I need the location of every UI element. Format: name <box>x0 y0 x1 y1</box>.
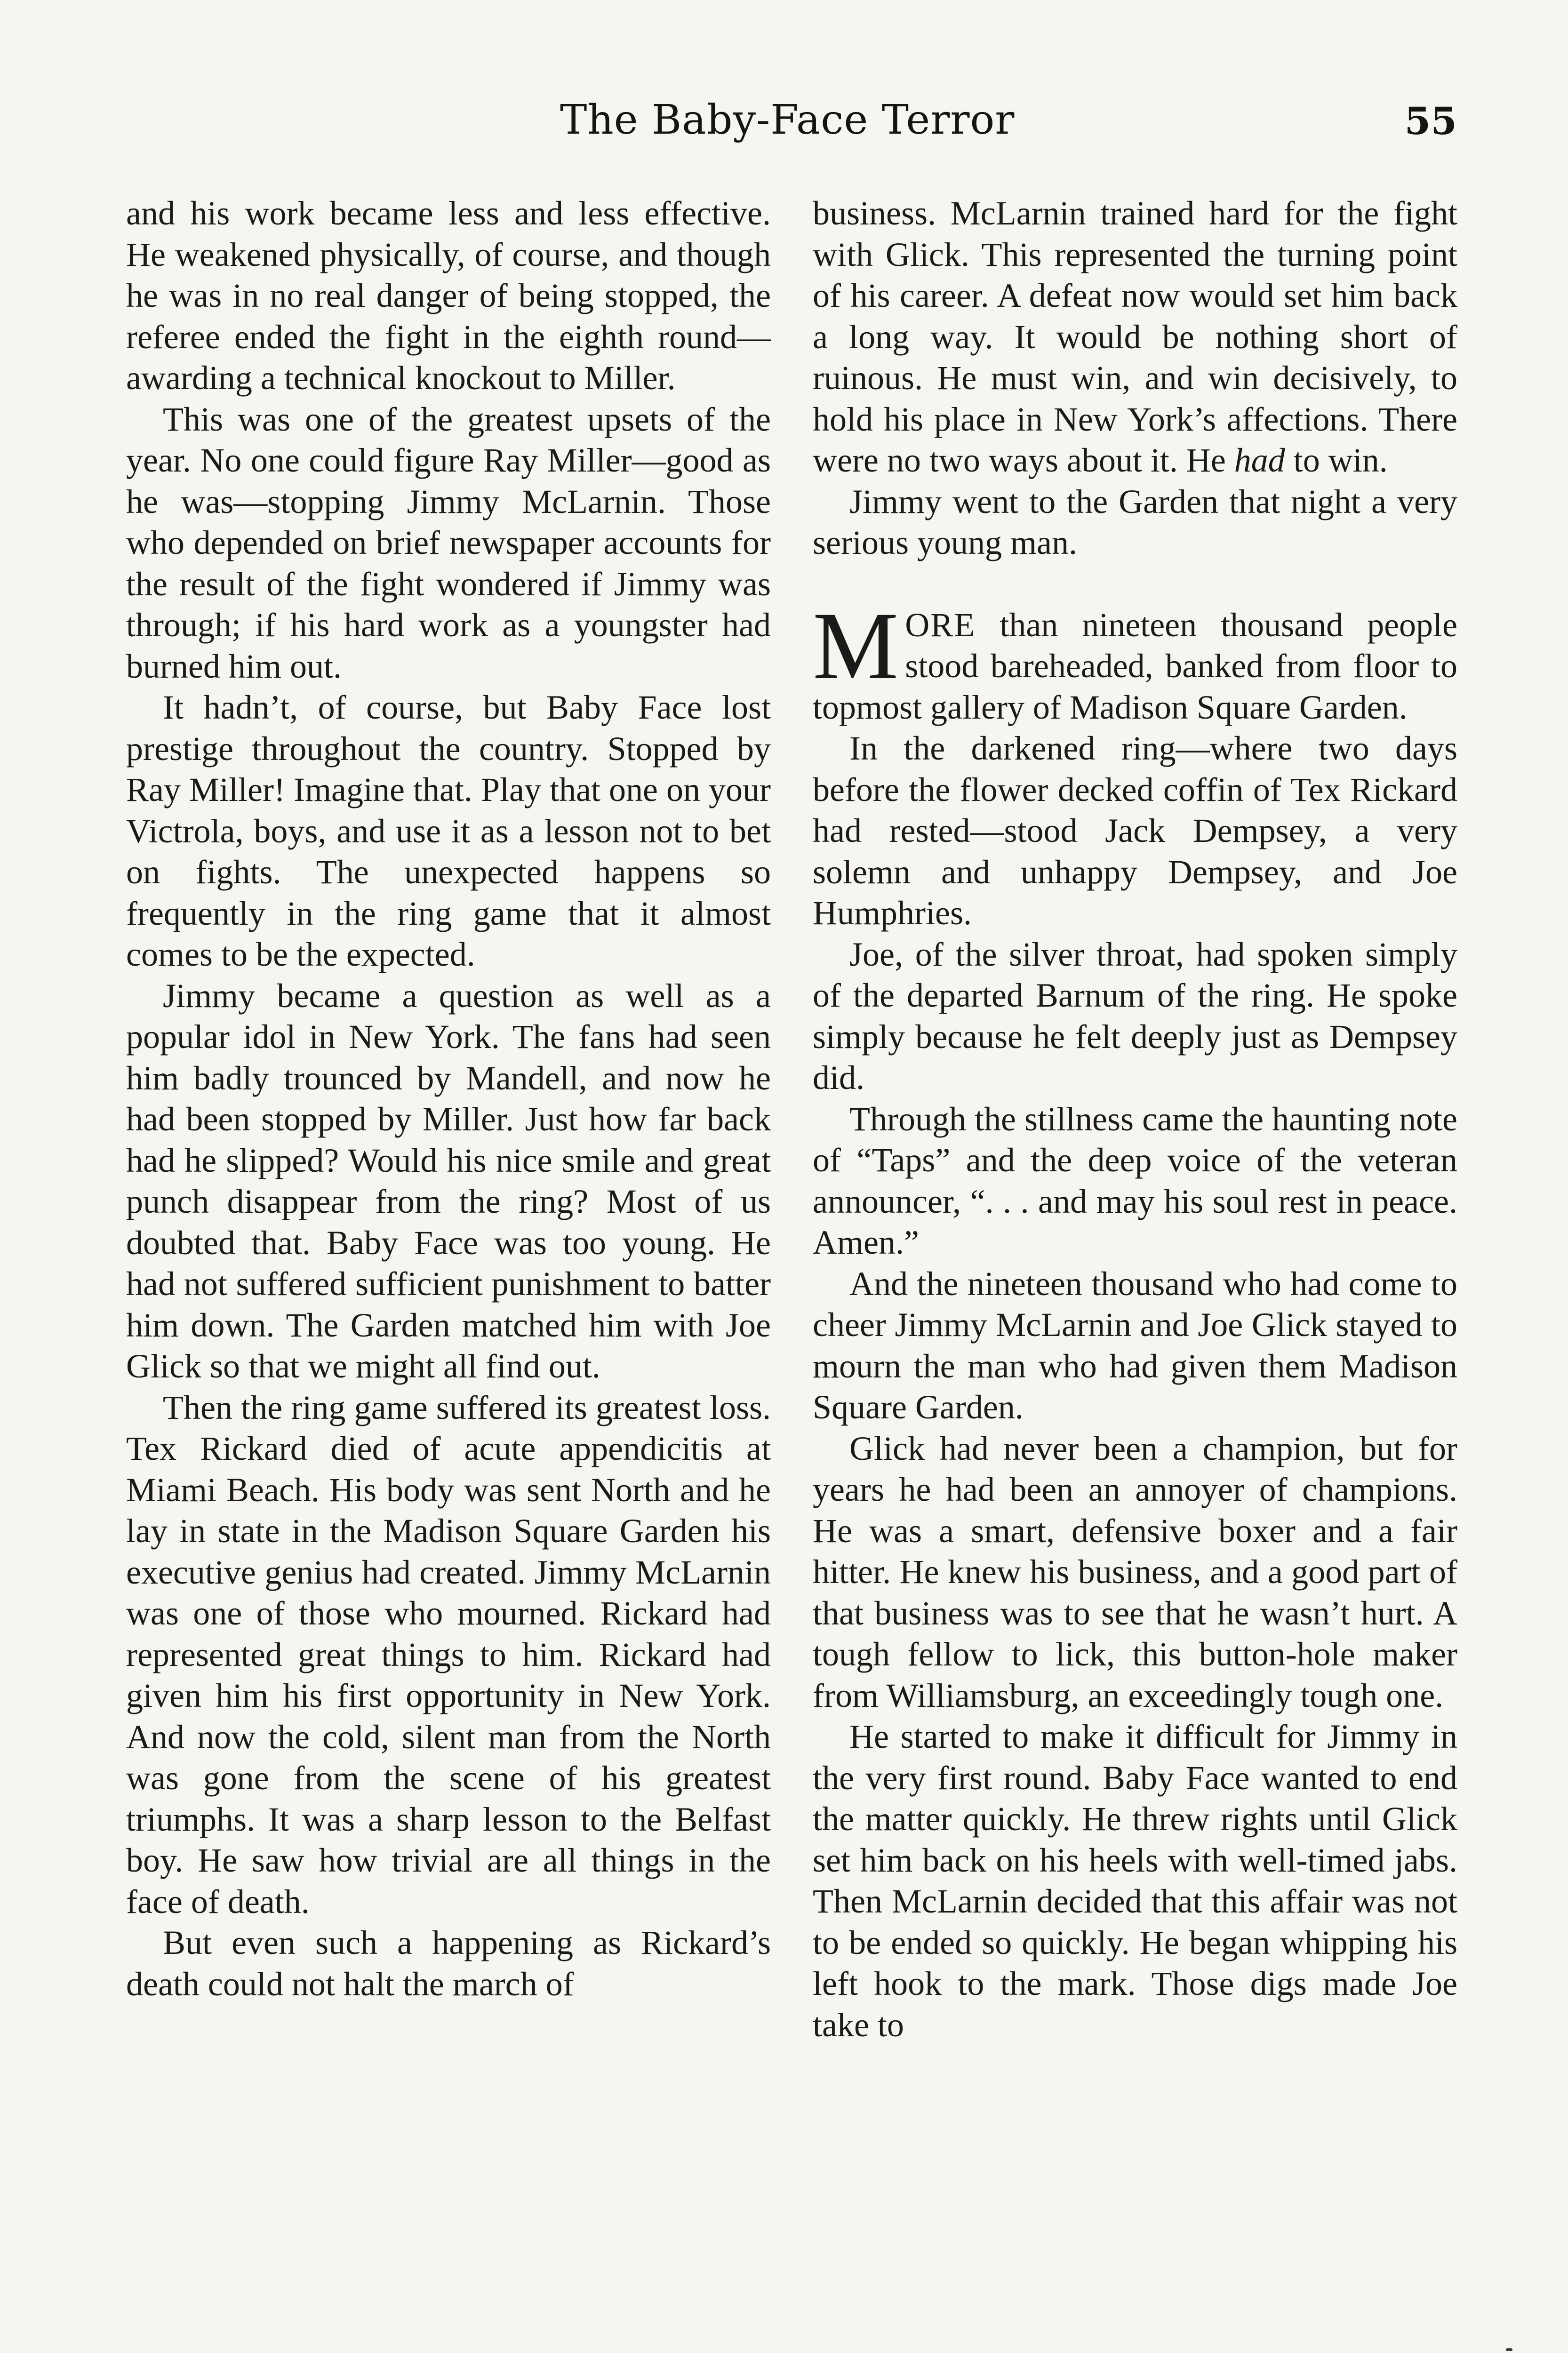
paragraph: Glick had never been a champion, but for years he had been an annoyer of champions. He was a smart, defensive boxer and a fair hitter. He knew his business, and a good part of that business was to see that he wasn’t hurt. A tough fellow to lick, this button-hole maker from Williamsburg, an exceedingly tough one. <box>813 1429 1457 1714</box>
drop-cap-caps: ORE <box>905 606 976 644</box>
paragraph: and his work became less and less effective. He weakened physically, of course, and though he was in no real danger of being stopped, the referee ended the fight in the eighth round—awarding a technical knockout to Miller. <box>126 194 771 397</box>
paragraph: Jimmy went to the Garden that night a very serious young man. <box>813 482 1457 561</box>
paragraph <box>813 193 1457 481</box>
page-number: 55 <box>1404 99 1457 143</box>
running-head-title: The Baby-Face Terror <box>560 96 1015 144</box>
paragraph: It hadn’t, of course, but Baby Face lost prestige throughout the country. Stopped by Ray Miller! Imagine that. Play that one on your Victrola, boys, and use it as a lesson not to bet on fights. The unexpected happens so frequently in the ring game that it almost comes to be the expected. <box>126 688 771 973</box>
paragraph: Through the stillness came the haunting note of “Taps” and the deep voice of the veteran announcer, “. . . and may his soul rest in peace. Amen.” <box>813 1100 1457 1261</box>
paragraph: He started to make it difficult for Jimmy in the very first round. Baby Face wanted to end the matter quickly. He threw rights until Glick set him back on his heels with well-timed jabs. Then McLarnin decided that this affair was not to be ended so quickly. He began whipping his left hook to the mark. Those digs made Joe take to <box>813 1718 1457 2044</box>
paragraph: In the darkened ring—where two days before the flower decked coffin of Tex Rickard had rested—stood Jack Dempsey, a very solemn and unhappy Dempsey, and Joe Humphries. <box>813 729 1457 932</box>
print-mark <box>1506 2348 1512 2351</box>
paragraph: Jimmy became a question as well as a popular idol in New York. The fans had seen him badly trounced by Mandell, and now he had been stopped by Miller. Just how far back had he slipped? Would his nice smile and great punch disappear from the ring? Most of us doubted that. Baby Face was too young. He had not suffered sufficient punishment to batter him down. The Garden matched him with Joe Glick so that we might all find out. <box>126 976 771 1385</box>
emphasis-word: had <box>1234 441 1285 479</box>
paragraph-text-end: to win. <box>1285 441 1388 479</box>
section-break <box>813 564 1457 605</box>
paragraph: Then the ring game suffered its greatest loss. Tex Rickard died of acute appendicitis at Miami Beach. His body was sent North and he lay in state in the Madison Square Garden his executive genius had created. Jimmy McLarnin was one of those who mourned. Rickard had represented great things to him. Rickard had given him his first opportunity in New York. And now the cold, silent man from the North was gone from the scene of his greatest triumphs. It was a sharp lesson to the Belfast boy. He saw how trivial are all things in the face of death. <box>126 1388 771 1921</box>
paragraph: And the nineteen thousand who had come to cheer Jimmy McLarnin and Joe Glick stayed to mourn the man who had given them Madison Square Garden. <box>813 1265 1457 1426</box>
left-column <box>126 193 771 2005</box>
paragraph: This was one of the greatest upsets of the year. No one could figure Ray Miller—good as he was—stopping Jimmy McLarnin. Those who depended on brief newspaper accounts for the result of the fight wondered if Jimmy was through; if his hard work as a youngster had burned him out. <box>126 400 771 685</box>
paragraph: But even such a happening as Rickard’s death could not halt the march of <box>126 1924 771 2003</box>
right-column <box>813 193 1457 2046</box>
paragraph: Joe, of the silver throat, had spoken simply of the departed Barnum of the ring. He spoke simply because he felt deeply just as Dempsey did. <box>813 935 1457 1096</box>
drop-cap-letter: M <box>813 592 899 699</box>
paragraph-text: business. McLarnin trained hard for the fight with Glick. This represented the turning point of his career. A defeat now would set him back a long way. It would be nothing short of ruinous. He must win, and win decisively, to hold his place in New York’s affections. There were no two ways about it. He <box>813 194 1457 479</box>
paragraph-text: than nineteen thousand people stood bareheaded, banked from floor to topmost gallery of Madison Square Garden. <box>813 606 1457 726</box>
dropcap-paragraph <box>813 592 1457 728</box>
